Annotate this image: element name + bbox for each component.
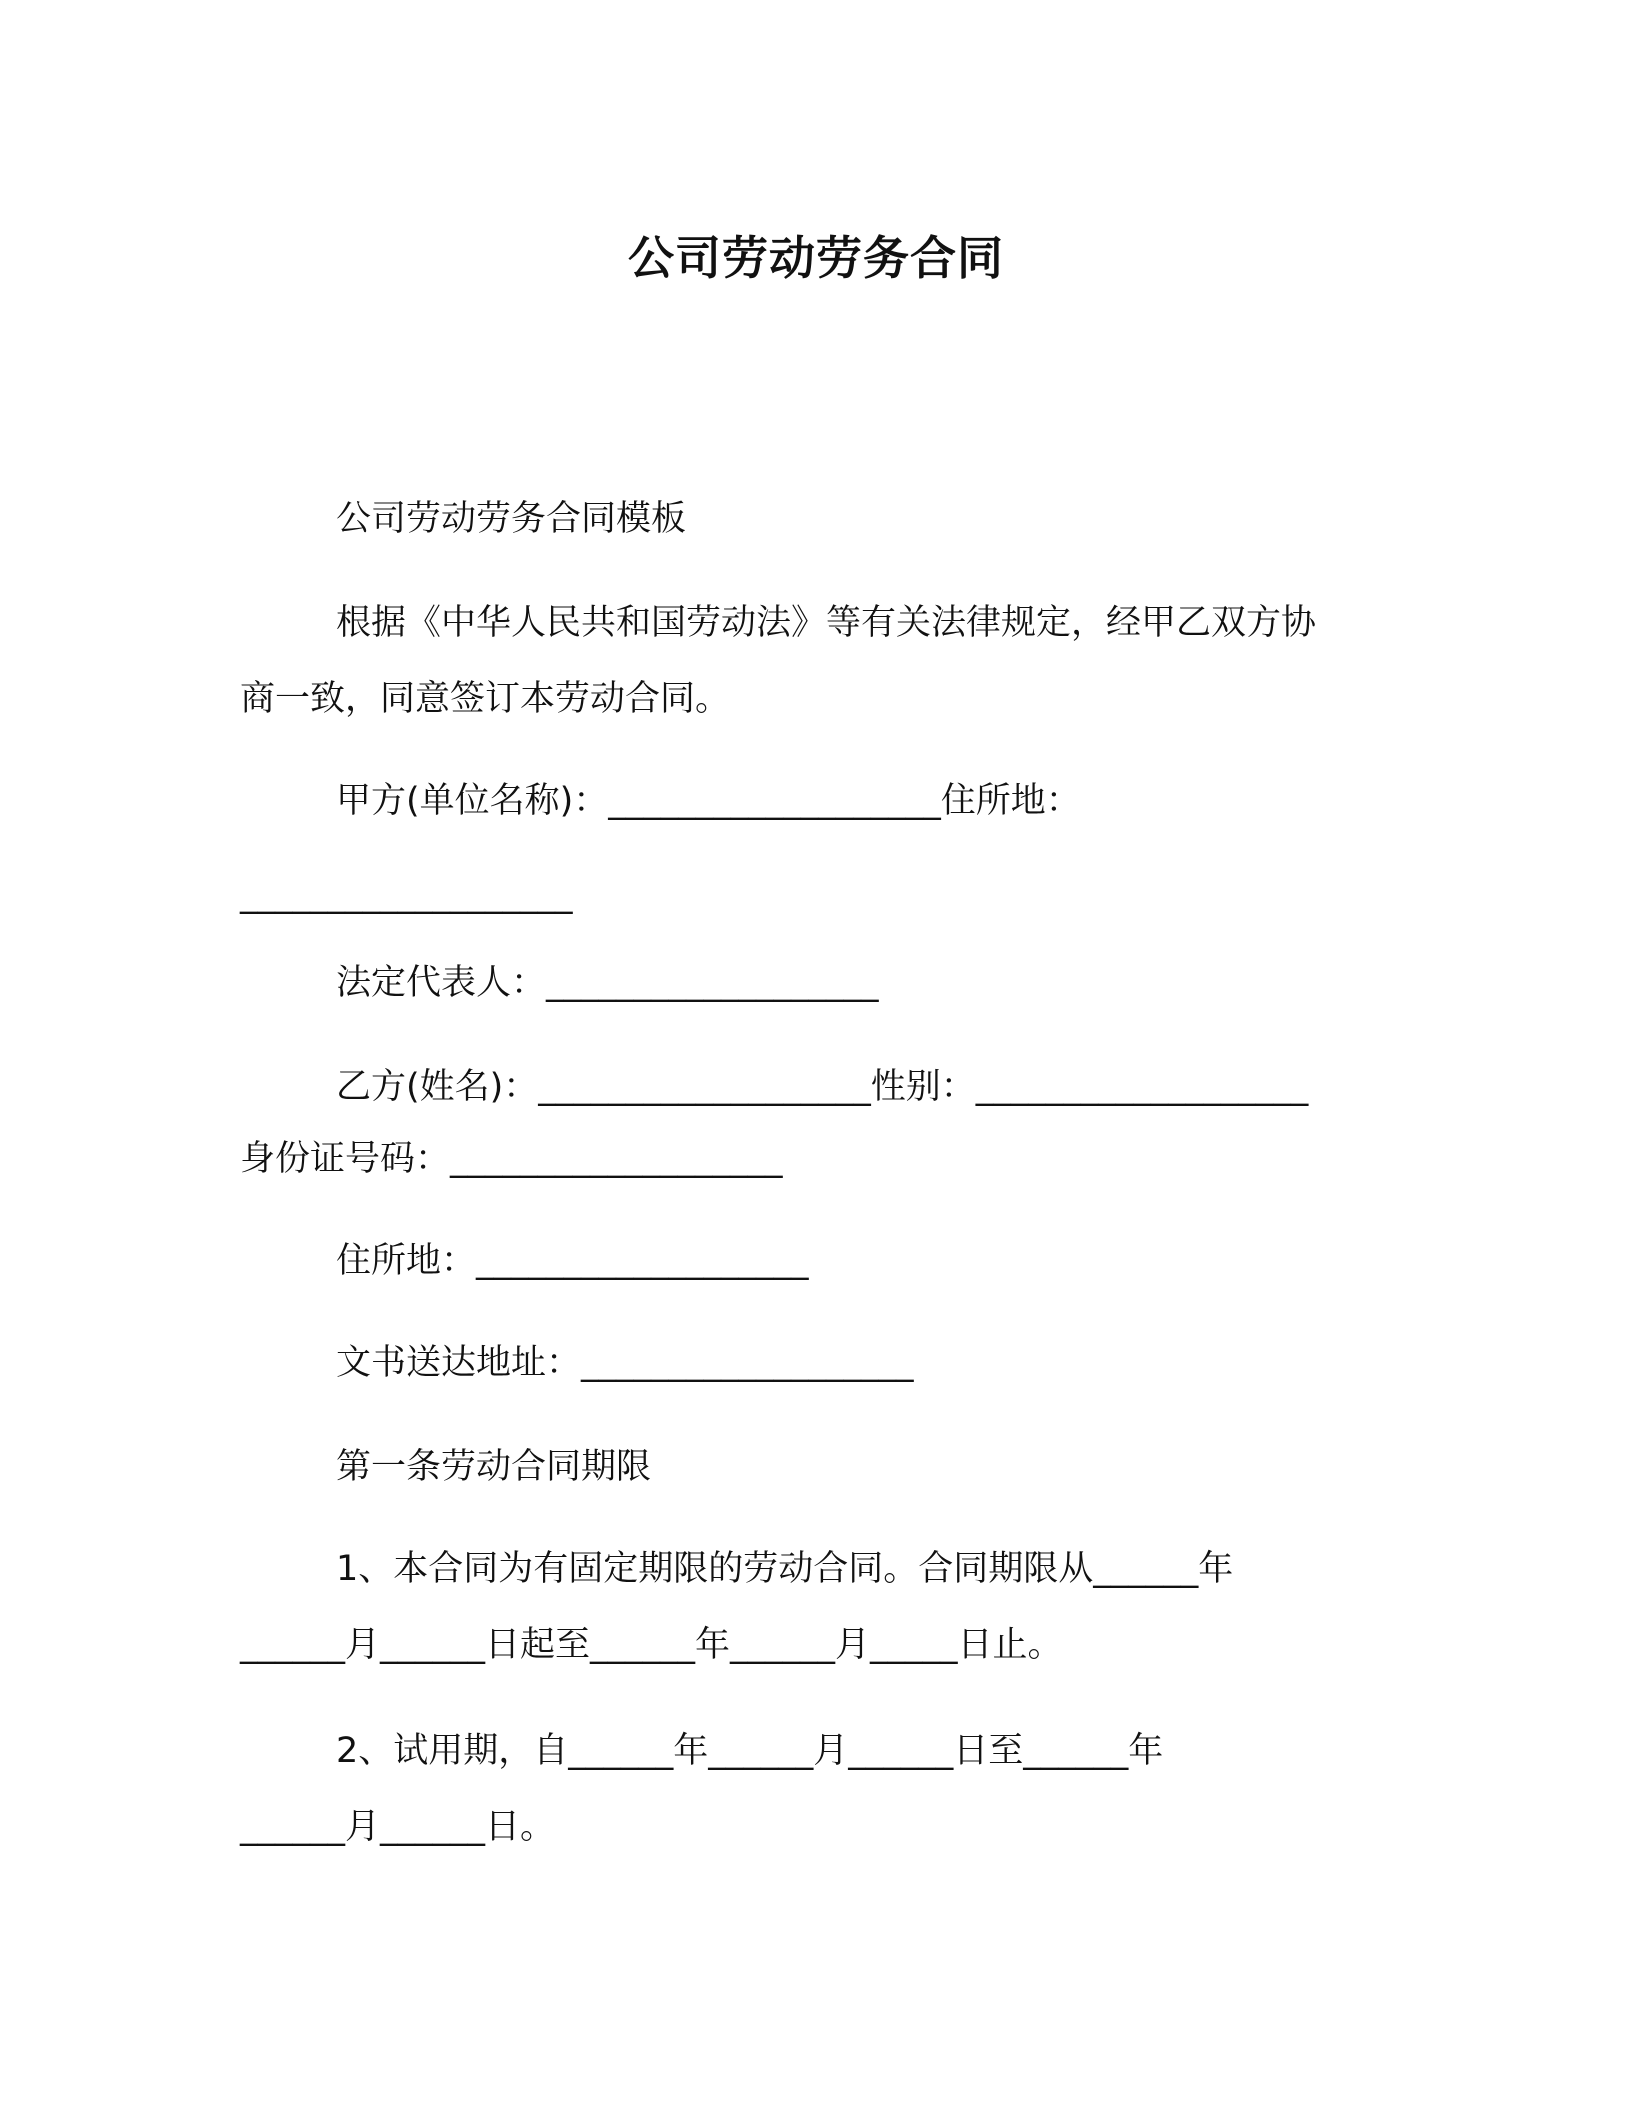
article-one-heading: 第一条劳动合同期限 [336, 1447, 652, 1487]
document-title: 公司劳动劳务合同 [628, 231, 1004, 285]
party-b-name-gender-field: 乙方(姓名)：___________________性别：___________________ [336, 1067, 1309, 1107]
probation-line-2: ______月______日。 [240, 1807, 556, 1847]
probation-line-1: 2、试用期，自______年______月______日至______年 [336, 1731, 1164, 1771]
contract-term-line-1: 1、本合同为有固定期限的劳动合同。合同期限从______年 [336, 1549, 1234, 1589]
party-a-address-blank: ___________________ [240, 875, 573, 915]
template-subtitle: 公司劳动劳务合同模板 [336, 499, 687, 539]
legal-representative-field: 法定代表人：___________________ [336, 963, 879, 1003]
intro-paragraph-line-1: 根据《中华人民共和国劳动法》等有关法律规定，经甲乙双方协 [336, 603, 1317, 643]
party-a-name-field: 甲方(单位名称)：___________________住所地： [336, 781, 1081, 821]
contract-term-line-2: ______月______日起至______年______月_____日止。 [240, 1625, 1063, 1665]
intro-paragraph-line-2: 商一致，同意签订本劳动合同。 [240, 679, 731, 719]
id-number-field: 身份证号码：___________________ [240, 1139, 783, 1179]
party-b-address-field: 住所地：___________________ [336, 1241, 809, 1281]
service-address-field: 文书送达地址：___________________ [336, 1343, 914, 1383]
